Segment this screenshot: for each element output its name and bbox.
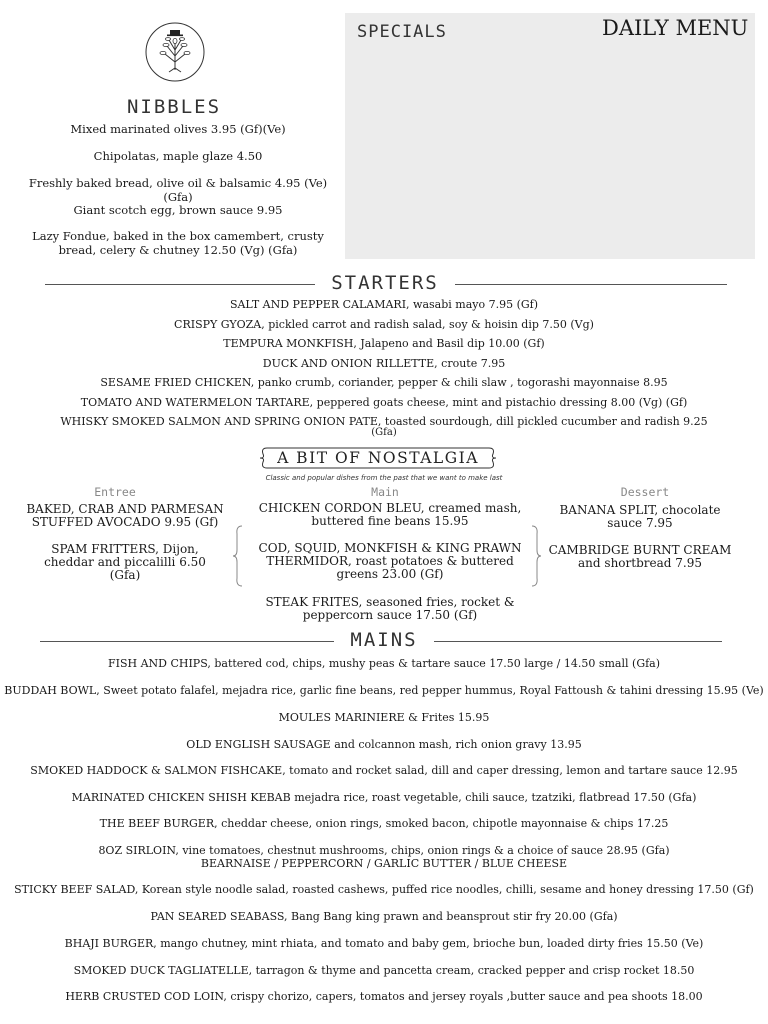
nostalgia-subtitle: Classic and popular dishes from the past that we want to make last: [265, 474, 503, 482]
main-item: BHAJI BURGER, mango chutney, mint rhiata, and tomato and baby gem, brioche bun, loaded dirty fries 15.50 (Ve): [64, 937, 704, 950]
sauce-options: BEARNAISE / PEPPERCORN / GARLIC BUTTER / BLUE CHEESE: [200, 857, 568, 870]
section-divider: [455, 284, 727, 285]
daily-menu-title: DAILY MENU: [602, 16, 749, 40]
starter-item: WHISKY SMOKED SALMON AND SPRING ONION PATE, toasted sourdough, dill pickled cucumber and radish 9.25: [60, 415, 708, 428]
entree-item: SPAM FRITTERS, Dijon, cheddar and piccalilli 6.50 (Gfa): [44, 542, 206, 582]
dessert-item: CAMBRIDGE BURNT CREAM and shortbread 7.95: [548, 543, 732, 570]
main-item: MOULES MARINIERE & Frites 15.95: [278, 711, 490, 724]
section-divider: [434, 641, 722, 642]
mains-title: MAINS: [334, 629, 434, 651]
entree-item: BAKED, CRAB AND PARMESAN STUFFED AVOCADO 9.95 (Gf): [26, 502, 224, 529]
nibbles-item: Giant scotch egg, brown sauce 9.95: [73, 203, 283, 217]
nibbles-item: Mixed marinated olives 3.95 (Gf)(Ve): [70, 122, 286, 136]
dessert-heading: Dessert: [620, 485, 670, 499]
starters-title: STARTERS: [315, 272, 455, 294]
section-divider: [45, 284, 315, 285]
dessert-item: BANANA SPLIT, chocolate sauce 7.95: [559, 503, 721, 530]
brace-icon: [529, 524, 543, 588]
brace-icon: [231, 524, 245, 588]
specials-title: SPECIALS: [357, 22, 447, 42]
main-item: STICKY BEEF SALAD, Korean style noodle salad, roasted cashews, puffed rice noodles, chilli, sesame and honey dressing 17.50 (Gf): [14, 883, 754, 896]
main-item: BUDDAH BOWL, Sweet potato falafel, mejadra rice, garlic fine beans, red pepper hummus, Royal Fattoush & tahini dressing 15.95 (Ve): [4, 684, 764, 697]
entree-heading: Entree: [94, 485, 136, 499]
nibbles-item: Chipolatas, maple glaze 4.50: [93, 149, 263, 163]
nibbles-title: NIBBLES: [126, 96, 222, 118]
nibbles-item: Lazy Fondue, baked in the box camembert, crusty bread, celery & chutney 12.50 (Vg) (Gfa): [32, 229, 324, 257]
nibbles-item: Freshly baked bread, olive oil & balsamic 4.95 (Ve) (Gfa): [28, 176, 328, 204]
restaurant-logo: [145, 22, 205, 82]
main-item: PAN SEARED SEABASS, Bang Bang king prawn and beansprout stir fry 20.00 (Gfa): [150, 910, 618, 923]
section-divider: [40, 641, 334, 642]
main-item: OLD ENGLISH SAUSAGE and colcannon mash, rich onion gravy 13.95: [186, 738, 582, 751]
main-item: COD, SQUID, MONKFISH & KING PRAWN THERMIDOR, roast potatoes & buttered greens 23.00 (Gf): [258, 541, 522, 581]
specials-panel: [345, 13, 755, 259]
main-item: STEAK FRITES, seasoned fries, rocket & peppercorn sauce 17.50 (Gf): [265, 595, 515, 622]
main-item: CHICKEN CORDON BLEU, creamed mash, buttered fine beans 15.95: [258, 501, 522, 528]
main-item: HERB CRUSTED COD LOIN, crispy chorizo, capers, tomatos and jersey royals ,butter sauce and pea shoots 18.00: [65, 990, 703, 1003]
main-item: MARINATED CHICKEN SHISH KEBAB mejadra rice, roast vegetable, chili sauce, tzatziki, flatbread 17.50 (Gfa): [71, 791, 697, 804]
starter-item: DUCK AND ONION RILLETTE, croute 7.95: [262, 357, 506, 370]
starter-item: TOMATO AND WATERMELON TARTARE, peppered goats cheese, mint and pistachio dressing 8.00 (Vg) (Gf): [80, 396, 688, 409]
main-item: SMOKED DUCK TAGLIATELLE, tarragon & thyme and pancetta cream, cracked pepper and crisp rocket 18.50: [73, 964, 695, 977]
starter-item: TEMPURA MONKFISH, Jalapeno and Basil dip 10.00 (Gf): [223, 337, 545, 350]
main-item: SMOKED HADDOCK & SALMON FISHCAKE, tomato and rocket salad, dill and caper dressing, lemon and tartare sauce 12.95: [30, 764, 738, 777]
starter-item: SALT AND PEPPER CALAMARI, wasabi mayo 7.95 (Gf): [229, 298, 539, 311]
nostalgia-title: A BIT OF NOSTALGIA: [277, 449, 479, 467]
main-item: THE BEEF BURGER, cheddar cheese, onion rings, smoked bacon, chipotle mayonnaise & chips 17.25: [99, 817, 669, 830]
starter-item: CRISPY GYOZA, pickled carrot and radish salad, soy & hoisin dip 7.50 (Vg): [174, 318, 594, 331]
main-item: 8OZ SIRLOIN, vine tomatoes, chestnut mushrooms, chips, onion rings & a choice of sauce 28.95 (Gfa): [98, 844, 670, 857]
starter-item-continued: (Gfa): [371, 427, 397, 438]
main-item: FISH AND CHIPS, battered cod, chips, mushy peas & tartare sauce 17.50 large / 14.50 small (Gfa): [107, 657, 661, 670]
starter-item: SESAME FRIED CHICKEN, panko crumb, coriander, pepper & chili slaw , togorashi mayonnaise 8.95: [100, 376, 668, 389]
main-heading: Main: [371, 485, 399, 499]
